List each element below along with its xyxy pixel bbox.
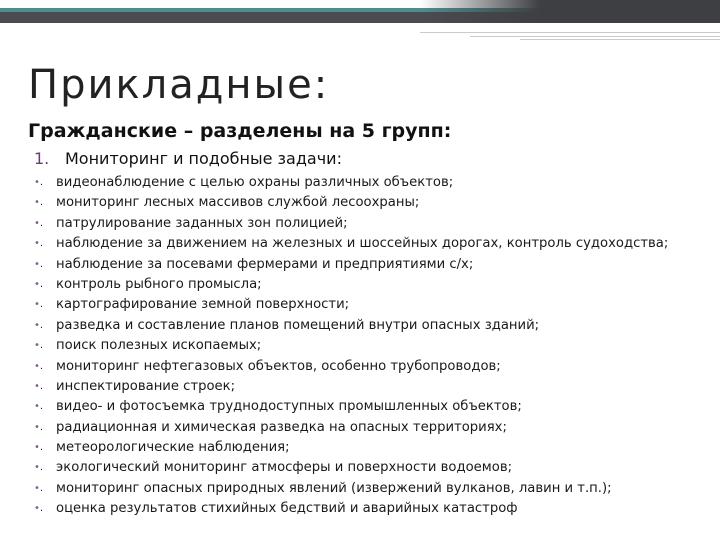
bullet-icon: •.: [34, 401, 44, 413]
list-item-text: патрулирование заданных зон полицией;: [56, 215, 348, 231]
bullet-icon: •.: [34, 258, 44, 270]
list-item-text: радиационная и химическая разведка на опасных территориях;: [56, 419, 507, 435]
bullet-icon: •.: [34, 278, 44, 290]
bullet-icon: •.: [34, 299, 44, 311]
list-item-text: мониторинг лесных массивов службой лесоохраны;: [56, 195, 420, 211]
list-item-text: мониторинг опасных природных явлений (извержений вулканов, лавин и т.п.);: [56, 480, 612, 496]
bullet-icon: •.: [34, 177, 44, 188]
bullet-list: [34, 173, 694, 518]
bullet-icon: •.: [34, 340, 44, 352]
list-item-text: поиск полезных ископаемых;: [56, 338, 262, 354]
numbered-heading: [34, 148, 694, 170]
list-item: [34, 173, 694, 192]
bullet-icon: •.: [34, 319, 44, 331]
list-item: [34, 357, 694, 376]
bullet-icon: •.: [34, 482, 44, 494]
bullet-icon: •.: [34, 238, 44, 250]
list-item-text: наблюдение за движением на железных и шоссейных дорогах, контроль судоходства;: [56, 236, 669, 252]
group-label: Мониторинг и подобные задачи:: [65, 149, 342, 168]
list-item: [34, 418, 694, 437]
list-item-text: видеонаблюдение с целью охраны различных объектов;: [56, 175, 454, 190]
list-item: [34, 316, 694, 335]
list-item-text: наблюдение за посевами фермерами и предприятиями с/х;: [56, 256, 474, 272]
list-item: [34, 397, 694, 416]
list-item: [34, 336, 694, 355]
list-item-text: картографирование земной поверхности;: [56, 297, 350, 313]
list-item: [34, 275, 694, 294]
slide-subtitle: Гражданские – разделены на 5 групп:: [28, 120, 452, 142]
list-item-text: видео- и фотосъемка труднодоступных промышленных объектов;: [56, 399, 522, 415]
list-item: [34, 377, 694, 396]
list-item-text: экологический мониторинг атмосферы и поверхности водоемов;: [56, 460, 513, 476]
bullet-icon: •.: [34, 217, 44, 229]
header-accent-lines: [0, 23, 720, 47]
list-item: [34, 438, 694, 457]
bullet-icon: •.: [34, 360, 44, 372]
bullet-icon: •.: [34, 503, 44, 515]
list-item-text: инспектирование строек;: [56, 378, 236, 394]
header-dark-gradient: [420, 0, 720, 23]
list-item: [34, 193, 694, 212]
list-item: [34, 458, 694, 477]
list-item: [34, 479, 694, 498]
bullet-icon: •.: [34, 462, 44, 474]
slide-title: Прикладные:: [28, 62, 330, 108]
list-item-text: метеорологические наблюдения;: [56, 440, 290, 456]
bullet-icon: •.: [34, 197, 44, 209]
bullet-icon: •.: [34, 442, 44, 454]
slide-content: [34, 148, 694, 520]
list-item: [34, 234, 694, 253]
list-item: [34, 499, 694, 518]
bullet-icon: •.: [34, 380, 44, 392]
header-band: [0, 0, 720, 23]
list-number: 1.: [34, 149, 50, 168]
list-item: [34, 255, 694, 274]
list-item-text: разведка и составление планов помещений внутри опасных зданий;: [56, 317, 540, 333]
list-item-text: мониторинг нефтегазовых объектов, особенно трубопроводов;: [56, 358, 501, 374]
bullet-icon: •.: [34, 421, 44, 433]
list-item: [34, 295, 694, 314]
list-item-text: контроль рыбного промысла;: [56, 276, 262, 292]
list-item-text: оценка результатов стихийных бедствий и аварийных катастроф: [56, 501, 518, 517]
list-item: [34, 214, 694, 233]
